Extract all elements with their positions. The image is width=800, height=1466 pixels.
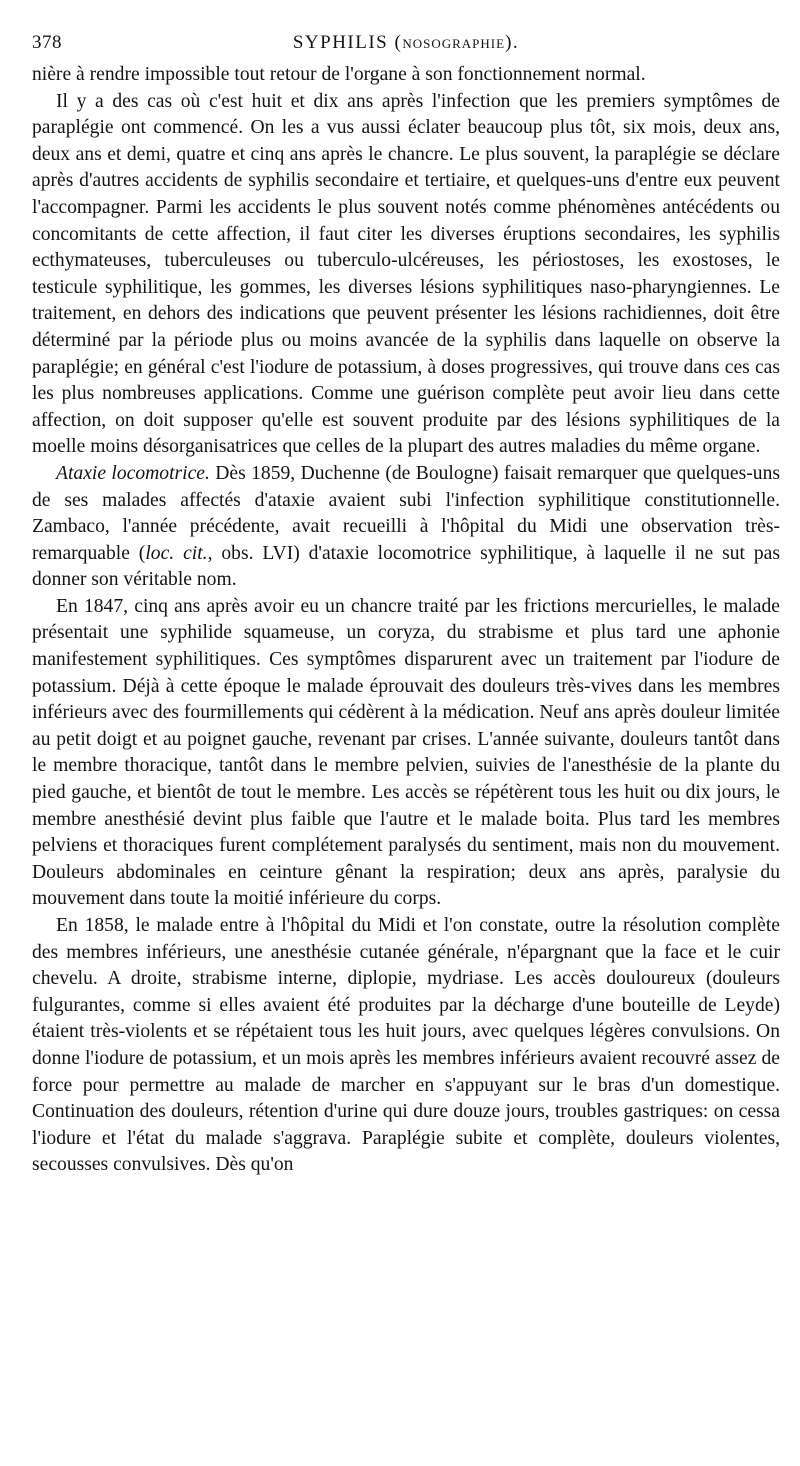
paragraph-1: nière à rendre impossible tout retour de l'organe à son fonctionnement normal. <box>32 64 646 85</box>
paragraph-ataxie <box>32 461 780 594</box>
paragraph-1858: En 1858, le malade entre à l'hôpital du Midi et l'on constate, outre la résolution complète des membres inférieurs, une anesthésie cutanée générale, n'épargnant que la face et le cuir chevelu. A droite, strabisme interne, diplopie, mydriase. Les accès douloureux (douleurs fulgurantes, comme si elles avaient été produites par la décharge d'une bouteille de Leyde) étaient très-violents et se répétaient tous les huit jours, avec quelques légères convulsions. On donne l'iodure de potassium, et un mois après les membres inférieurs avaient recouvré assez de force pour permettre au malade de marcher en s'appuyant sur le bras d'un domestique. Continuation des douleurs, rétention d'urine qui dure douze jours, troubles gastriques: on cessa l'iodure et l'état du malade s'aggrava. Paraplégie subite et complète, douleurs violentes, secousses convulsives. Dès qu'on <box>32 915 780 1176</box>
body-text <box>32 62 780 1179</box>
running-title-main: SYPHILIS ( <box>292 32 403 53</box>
running-title-end: ). <box>505 32 520 53</box>
paragraph-ataxie-text-a: Dès 1859, Duchenne (de Boulogne) faisait remarquer que quelques-uns de ses malades affectés d'ataxie avaient subi l'infection syphilitique constitutionnelle. Zambaco, l'année précédente, avait recueilli à l'hôpital du Midi une observation très-remarquable ( <box>32 462 780 564</box>
section-title-ataxie: Ataxie locomotrice. <box>56 462 210 484</box>
page-number: 378 <box>32 32 62 53</box>
citation-loc-cit: loc. cit. <box>145 542 208 564</box>
running-head <box>32 30 780 60</box>
paragraph-ataxie-text-b: , obs. LVI) d'ataxie locomotrice syphilitique, à laquelle il ne sut pas donner son véritable nom. <box>32 542 780 591</box>
book-page <box>32 30 780 1179</box>
paragraph-2: Il y a des cas où c'est huit et dix ans après l'infection que les premiers symptômes de paraplégie ont commencé. On les a vus aussi éclater beaucoup plus tôt, six mois, deux ans, deux ans et demi, quatre et cinq ans après le chancre. Le plus souvent, la paraplégie se déclare après d'autres accidents de syphilis secondaire et tertiaire, et quelques-uns d'entre eux peuvent l'accompagner. Parmi les accidents le plus souvent notés comme phénomènes antécédents ou concomitants de cette affection, il faut citer les diverses éruptions secondaires, les syphilis ecthymateuses, tuberculeuses ou tuberculo-ulcéreuses, les périostoses, les exostoses, le testicule syphilitique, les gommes, les diverses lésions syphilitiques naso-pharyngiennes. Le traitement, en dehors des indications que peuvent présenter les lésions rachidiennes, doit être déterminé par la période plus ou moins avancée de la syphilis dans laquelle on observe la paraplégie; en général c'est l'iodure de potassium, à doses progressives, qui trouve dans ces cas les plus nombreuses applications. Comme une guérison complète peut avoir lieu dans cette affection, on doit supposer qu'elle est souvent produite par des lésions syphilitiques de la moelle moins désorganisatrices que celles de la plupart des autres maladies du même organe. <box>32 90 780 458</box>
paragraph-1847: En 1847, cinq ans après avoir eu un chancre traité par les frictions mercurielles, le malade présentait une syphilide squameuse, un coryza, du strabisme et plus tard une aphonie manifestement syphilitiques. Ces symptômes disparurent avec un traitement par l'iodure de potassium. Déjà à cette époque le malade éprouvait des douleurs très-vives dans les membres inférieurs avec des fourmillements qui cédèrent à la médication. Neuf ans après douleur limitée au petit doigt et au poignet gauche, revenant par crises. L'année suivante, douleurs tantôt dans le membre thoracique, tantôt dans le membre pelvien, suivies de l'anesthésie de la plante du pied gauche, et bientôt de tout le membre. Les accès se répétèrent tous les huit ou dix jours, le membre anesthésié devint plus faible que l'autre et le malade boita. Plus tard les membres pelviens et thoraciques furent complétement paralysés du sentiment, mais non du mouvement. Douleurs abdominales en ceinture gênant la respiration; deux ans après, paralysie du mouvement dans toute la moitié inférieure du corps. <box>32 595 780 910</box>
running-title-sub: NOSOGRAPHIE <box>402 36 506 51</box>
running-title <box>32 32 780 54</box>
